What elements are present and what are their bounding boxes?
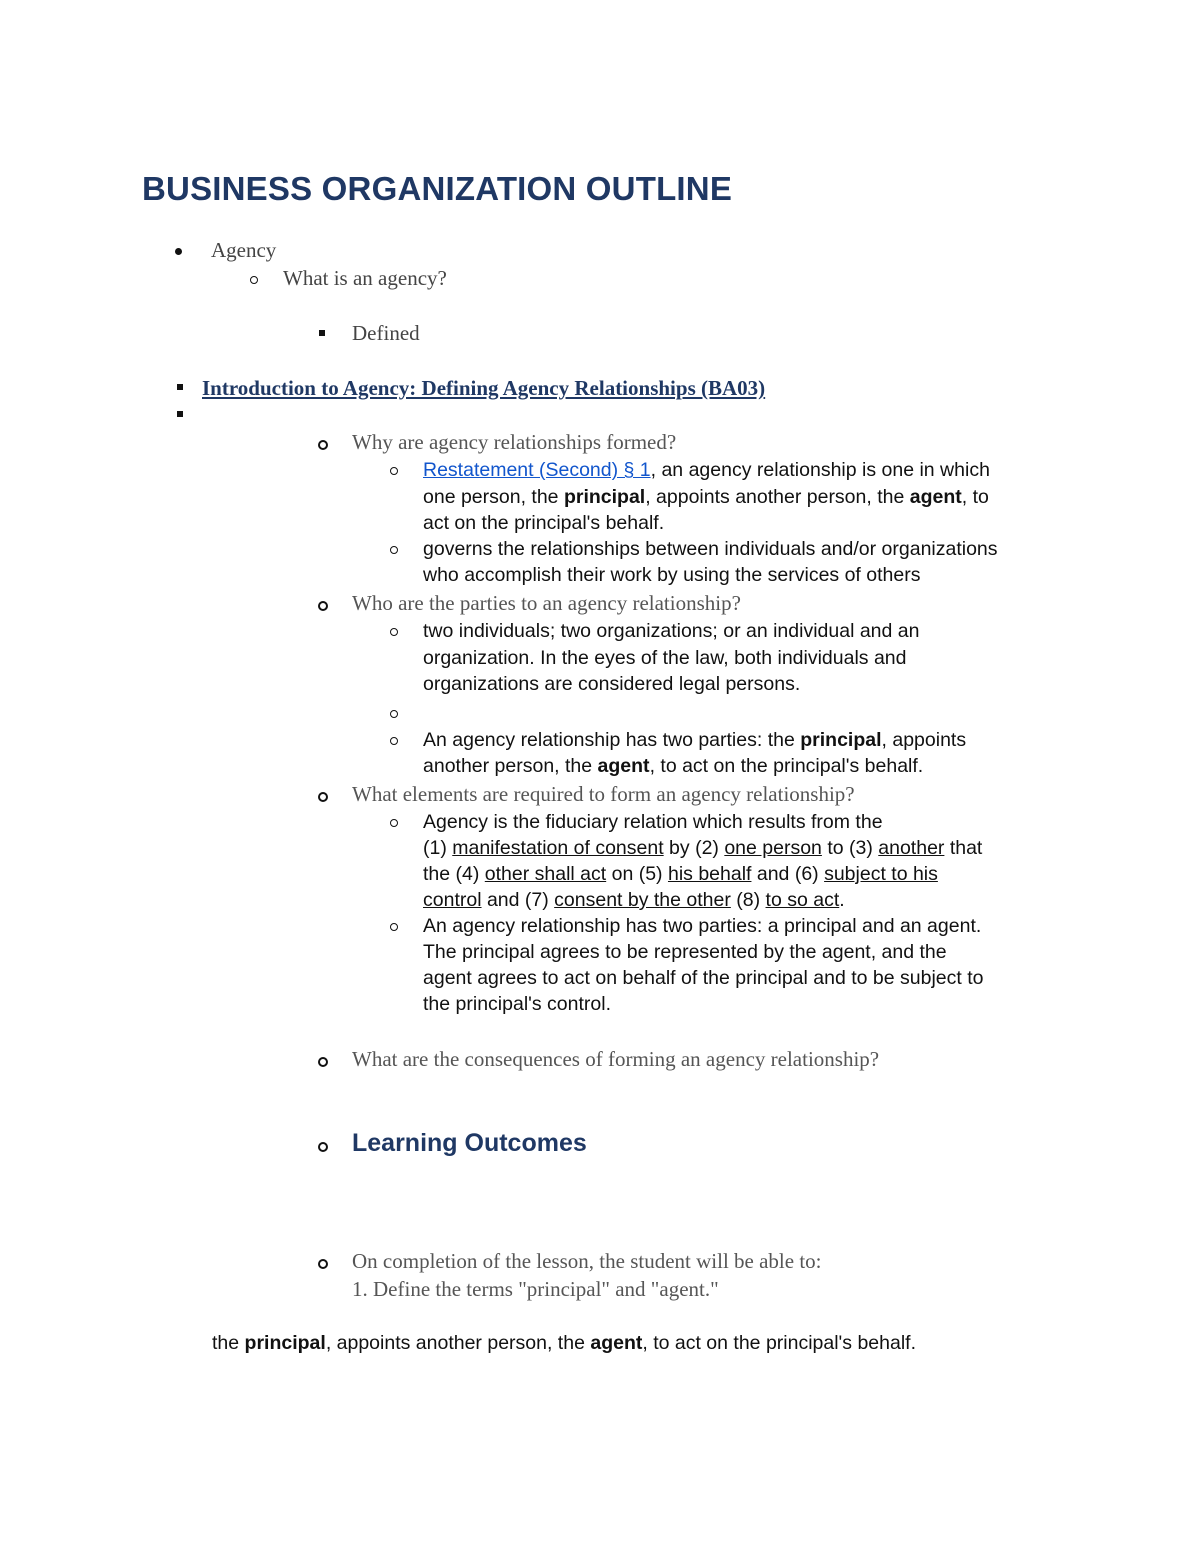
- answer-parties-line1: two individuals; two organizations; or an individual and an: [423, 620, 920, 642]
- answer-governs-line1: governs the relationships between individuals and/or organizations: [423, 538, 998, 560]
- answer-restatement-line2: one person, the principal, appoints another person, the agent, to: [423, 486, 989, 508]
- answer-two-parties-line2: another person, the agent, to act on the principal's behalf.: [423, 755, 924, 777]
- bullet-circle-bold-icon: [318, 601, 328, 611]
- bullet-circle-icon: [390, 819, 398, 827]
- bullet-circle-icon: [390, 546, 398, 554]
- question-who-parties: Who are the parties to an agency relationship?: [352, 591, 741, 615]
- answer-principal-agent-line3: agent agrees to act on behalf of the principal and to be subject to: [423, 967, 984, 989]
- answer-parties-line2: organization. In the eyes of the law, both individuals and: [423, 647, 907, 669]
- question-why-formed: Why are agency relationships formed?: [352, 430, 677, 454]
- bullet-circle-bold-icon: [318, 1259, 328, 1269]
- question-elements: What elements are required to form an agency relationship?: [352, 782, 855, 806]
- bullet-circle-bold-icon: [318, 1057, 328, 1067]
- question-consequences: What are the consequences of forming an agency relationship?: [352, 1047, 880, 1071]
- bullet-circle-icon: [250, 276, 258, 284]
- answer-fiduciary-line2: (1) manifestation of consent by (2) one person to (3) another that: [423, 837, 983, 859]
- answer-two-parties-line1: An agency relationship has two parties: the principal, appoints: [423, 729, 967, 751]
- answer-fiduciary-line1: Agency is the fiduciary relation which results from the: [423, 811, 883, 833]
- answer-principal-agent-line2: The principal agrees to be represented by the agent, and the: [423, 941, 947, 963]
- bullet-square-icon: [177, 411, 183, 417]
- learning-outcomes-heading: Learning Outcomes: [352, 1129, 587, 1157]
- answer-restatement-line1: Restatement (Second) § 1, an agency relationship is one in which: [423, 459, 990, 481]
- outline-item-defined: Defined: [352, 321, 420, 345]
- answer-principal-agent-line4: the principal's control.: [423, 993, 611, 1015]
- answer-principal-agent-line1: An agency relationship has two parties: a principal and an agent.: [423, 915, 982, 937]
- bullet-circle-bold-icon: [318, 1142, 328, 1152]
- answer-fiduciary-line3: the (4) other shall act on (5) his behalf and (6) subject to his: [423, 863, 938, 885]
- answer-parties-line3: organizations are considered legal persons.: [423, 673, 801, 695]
- outline-item-agency: Agency: [211, 238, 277, 262]
- bullet-circle-icon: [390, 710, 398, 718]
- intro-link[interactable]: Introduction to Agency: Defining Agency Relationships (BA03): [202, 376, 766, 400]
- restatement-link[interactable]: Restatement (Second) § 1: [423, 459, 651, 481]
- bullet-square-icon: [177, 384, 183, 390]
- answer-fiduciary-line4: control and (7) consent by the other (8) to so act.: [423, 889, 845, 911]
- completion-text: On completion of the lesson, the student will be able to:: [352, 1249, 822, 1273]
- answer-restatement-line3: act on the principal's behalf.: [423, 512, 665, 534]
- outline-item-what-is: What is an agency?: [283, 266, 447, 290]
- page-title: BUSINESS ORGANIZATION OUTLINE: [142, 170, 733, 207]
- bullet-circle-icon: [390, 628, 398, 636]
- bullet-square-icon: [319, 330, 325, 336]
- bullet-circle-bold-icon: [318, 792, 328, 802]
- bullet-circle-icon: [390, 467, 398, 475]
- summary-line: the principal, appoints another person, the agent, to act on the principal's behalf.: [212, 1332, 916, 1354]
- bullet-circle-icon: [390, 737, 398, 745]
- define-terms-text: 1. Define the terms "principal" and "agent.": [352, 1277, 719, 1301]
- bullet-circle-icon: [390, 923, 398, 931]
- bullet-disc-icon: [175, 248, 182, 255]
- bullet-circle-bold-icon: [318, 440, 328, 450]
- answer-governs-line2: who accomplish their work by using the services of others: [423, 564, 921, 586]
